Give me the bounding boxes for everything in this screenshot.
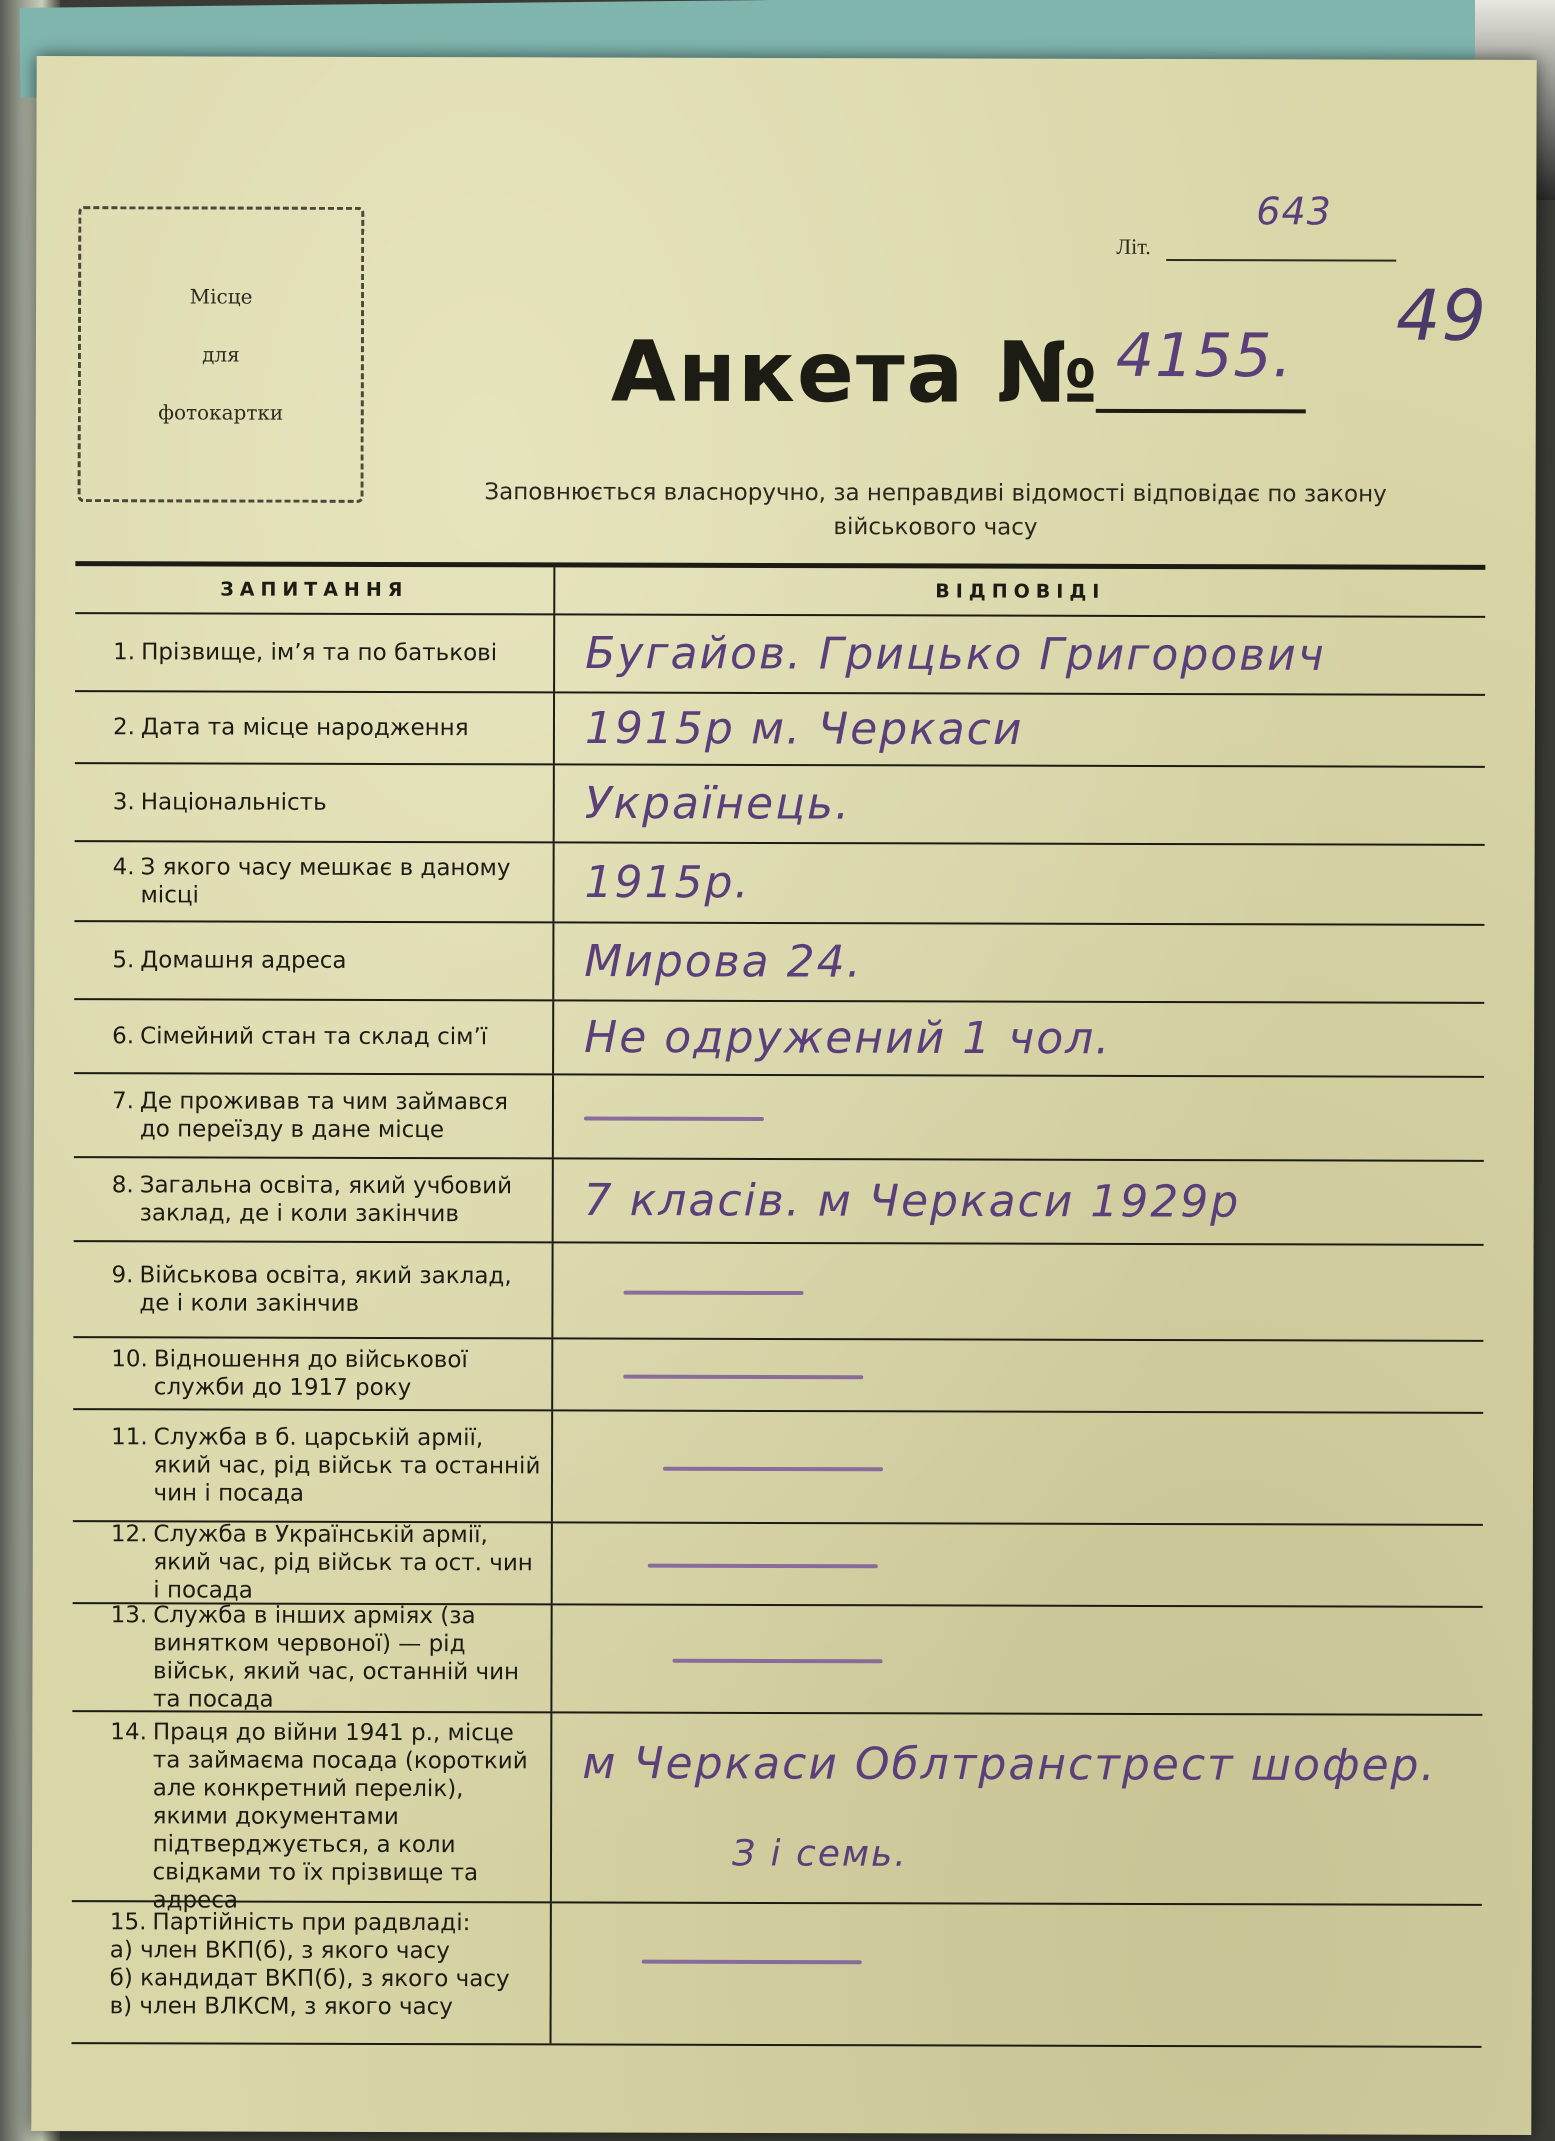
row-answer-extra: З і семь.	[731, 1833, 908, 1875]
header-questions: ЗАПИТАННЯ	[75, 566, 555, 613]
photo-label-line1: Місце	[189, 284, 253, 309]
row-number: 4.	[112, 854, 135, 881]
answer-dash	[663, 1467, 883, 1472]
row-question: Служба в б. царській армії, який час, рід військ та останній чин і посада	[153, 1424, 541, 1507]
row-number: 14.	[110, 1719, 147, 1746]
answer-dash	[623, 1291, 803, 1295]
row-question: Служба в інших арміях (за винятком червоної) — рід військ, який час, останній чин та посада	[152, 1602, 520, 1713]
row-subquestion: б) кандидат ВКП(б), з якого часу	[109, 1965, 510, 1993]
table-row	[74, 842, 1484, 926]
row-question: Сімейний стан та склад сім’ї	[140, 1023, 488, 1051]
table-row	[73, 1242, 1483, 1342]
handwritten-corner-number: 49	[1395, 274, 1488, 357]
row-answer: 1915р м. Черкаси	[584, 702, 1024, 756]
row-subquestion: а) член ВКП(б), з якого часу	[109, 1937, 450, 1965]
row-number: 10.	[111, 1346, 148, 1373]
form-number-line	[1096, 409, 1306, 414]
header-answers: ВІДПОВІДІ	[935, 580, 1106, 603]
questionnaire-sheet	[31, 56, 1536, 2135]
row-answer: 1915р.	[584, 856, 751, 909]
table-row	[75, 692, 1485, 768]
row-answer: м Черкаси Облтранстрест шофер.	[582, 1737, 1437, 1792]
row-question: Національність	[140, 789, 327, 816]
row-answer: Не одружений 1 чол.	[584, 1011, 1112, 1065]
photo-label-line2: для	[202, 342, 240, 367]
row-number: 6.	[112, 1023, 135, 1050]
table-row	[75, 764, 1485, 846]
handwritten-lit-number: 643	[1256, 189, 1332, 234]
answer-dash	[648, 1564, 878, 1569]
table-row	[73, 1338, 1483, 1414]
row-question: Партійність при радвладі:	[152, 1909, 471, 1937]
row-question: Служба в Українській армії, який час, рід військ та ост. чин і посада	[153, 1521, 533, 1604]
photo-label-line3: фотокартки	[158, 400, 284, 425]
row-number: 13.	[110, 1602, 148, 1629]
table-row	[74, 1158, 1484, 1246]
row-answer: 7 класів. м Черкаси 1929р	[583, 1174, 1241, 1228]
row-question: Праця до війни 1941 р., місце та займаєма посада (короткий але конкретний перелік), якими документами підтверджується, а коли свідками то їх прізвище та адреса	[152, 1719, 528, 1914]
row-number: 1.	[113, 639, 136, 666]
row-question: Загальна освіта, який учбовий заклад, де і коли закінчив	[139, 1172, 513, 1228]
handwritten-form-number: 4155.	[1115, 320, 1293, 392]
row-number: 9.	[111, 1262, 134, 1289]
row-question: Домашня адреса	[140, 947, 347, 974]
row-subquestion: в) член ВЛКСМ, з якого часу	[109, 1993, 453, 2021]
row-question: Дата та місце народження	[140, 714, 469, 742]
row-number: 8.	[111, 1172, 134, 1199]
row-question: З якого часу мешкає в даному місці	[140, 854, 511, 909]
table-row	[73, 1522, 1483, 1608]
table-row	[75, 614, 1485, 696]
row-answer: Бугайов. Грицько Григорович	[585, 627, 1326, 681]
table-header	[75, 566, 1485, 618]
table-row	[73, 1410, 1483, 1526]
questionnaire-table	[72, 561, 1486, 2048]
answer-dash	[584, 1116, 764, 1120]
row-question: Де проживав та чим займався до переїзду в дане місце	[139, 1088, 509, 1144]
row-number: 2.	[112, 714, 135, 741]
photo-placeholder	[78, 206, 365, 503]
row-number: 11.	[111, 1424, 148, 1451]
table-row	[74, 1074, 1484, 1162]
row-number: 3.	[112, 789, 135, 816]
row-number: 7.	[111, 1088, 134, 1115]
row-number: 5.	[112, 947, 135, 974]
row-number: 12.	[110, 1521, 148, 1548]
answer-dash	[642, 1960, 862, 1965]
lit-line	[1166, 259, 1396, 262]
table-row	[72, 1902, 1482, 2048]
lit-label: Літ.	[1116, 233, 1151, 259]
form-subtitle: Заповнюється власноручно, за неправдиві відомості відповідає по закону військового часу	[484, 479, 1387, 541]
row-answer: Українець.	[584, 777, 852, 830]
form-title: Анкета №	[610, 322, 1100, 422]
row-answer: Мирова 24.	[584, 935, 863, 988]
answer-dash	[673, 1659, 883, 1664]
answer-dash	[623, 1375, 863, 1380]
row-number: 15.	[109, 1909, 147, 1936]
row-question: Відношення до військової служби до 1917 року	[153, 1346, 468, 1402]
table-row	[72, 1712, 1482, 1914]
table-row	[74, 922, 1484, 1004]
row-question: Прізвище, ім’я та по батькові	[141, 639, 498, 667]
table-row	[74, 1000, 1484, 1078]
table-row	[72, 1604, 1482, 1716]
row-question: Військова освіта, який заклад, де і коли закінчив	[139, 1262, 512, 1317]
